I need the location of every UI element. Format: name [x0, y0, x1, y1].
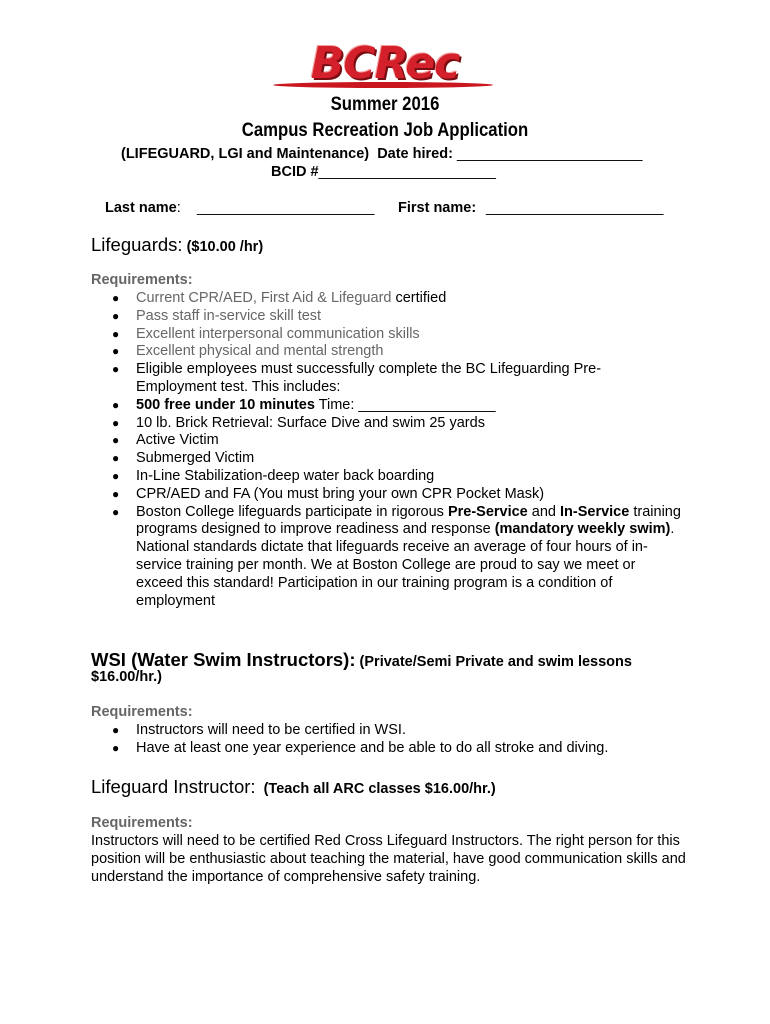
bcid-field[interactable]: ______________________ — [318, 164, 496, 180]
list-item: ● Have at least one year experience and be able to do all stroke and diving. — [112, 739, 609, 756]
time-field[interactable]: Time: _________________ — [314, 396, 496, 413]
lifeguards-heading: Lifeguards — [91, 234, 178, 255]
positions-text: (LIFEGUARD, LGI and Maintenance) — [121, 146, 370, 162]
lgi-requirements-label: Requirements: — [91, 815, 193, 831]
wsi-heading: WSI (Water Swim Instructors): — [91, 649, 356, 670]
list-item: ● 10 lb. Brick Retrieval: Surface Dive and swim 25 yards — [112, 414, 485, 431]
lgi-requirements-text: Instructors will need to be certified Red Cross Lifeguard Instructors. The right person for this position will be enthusiastic about teaching the material, have good communication skills and understand the importance of comprehensive safety training. — [91, 833, 686, 885]
lifeguards-pay: ($10.00 /hr) — [186, 239, 264, 255]
lifeguards-colon: : — [177, 234, 183, 255]
wsi-heading-line — [91, 649, 632, 671]
list-item: ● Pass staff in-service skill test — [112, 307, 322, 324]
logo-wordmark: BCRec — [310, 38, 460, 89]
wsi-pay: (Private/Semi Private and swim lessons — [359, 654, 632, 670]
first-name-field[interactable]: ______________________ — [486, 200, 664, 216]
last-name-colon: : — [176, 200, 181, 216]
page-title: Campus Recreation Job Application — [241, 120, 529, 141]
last-name-field[interactable]: ______________________ — [197, 200, 375, 216]
bcid-line — [271, 164, 496, 180]
wsi-requirements-label: Requirements: — [91, 704, 193, 720]
list-item: ● Excellent physical and mental strength — [112, 343, 384, 360]
wsi-requirements-list — [109, 722, 696, 758]
list-item: ● Active Victim — [112, 432, 219, 449]
page-title-year: Summer 2016 — [330, 94, 440, 115]
list-item: ● Submerged Victim — [112, 450, 255, 467]
list-item: ● 500 free under 10 minutes Time: _________________ — [112, 396, 496, 413]
date-hired-field[interactable]: _______________________ — [456, 146, 643, 162]
lifeguards-heading-line — [91, 234, 263, 256]
lgi-heading: Lifeguard Instructor: — [91, 776, 256, 797]
lgi-pay: (Teach all ARC classes $16.00/hr.) — [263, 781, 496, 797]
last-name-label: Last name — [105, 200, 177, 216]
lifeguards-requirements-label: Requirements: — [91, 272, 193, 288]
list-item: ● In-Line Stabilization-deep water back boarding — [112, 467, 435, 484]
date-hired-label: Date hired: — [377, 146, 453, 162]
list-item: ● Instructors will need to be certified in WSI. — [112, 722, 406, 738]
training-list-item: ● Boston College lifeguards participate in rigorous Pre-Service and In-Service training programs designed to improve readiness and response (mandatory weekly swim). National standards dictate that lifeguards receive an average of four hours of in-service training per month. We at Boston College are proud to say we meet or exceed this standard! Participation in our training program is a condition of employment — [112, 503, 681, 609]
list-item: ● Excellent interpersonal communication skills — [112, 325, 420, 342]
lgi-heading-line — [91, 776, 496, 798]
position-line — [121, 146, 642, 162]
first-name-label: First name: — [398, 200, 477, 216]
bcid-label: BCID # — [271, 164, 319, 180]
list-item: ● CPR/AED and FA (You must bring your own CPR Pocket Mask) — [112, 485, 545, 502]
last-name-line — [105, 200, 181, 216]
lifeguards-requirements-list — [109, 290, 696, 610]
list-item: ● Eligible employees must successfully complete the BC Lifeguarding Pre-Employment test. This includes: — [112, 361, 602, 395]
bcrec-logo — [265, 36, 505, 92]
list-item: ● Current CPR/AED, First Aid & Lifeguard certified — [112, 290, 447, 306]
wsi-pay-rate: $16.00/hr.) — [91, 669, 162, 685]
